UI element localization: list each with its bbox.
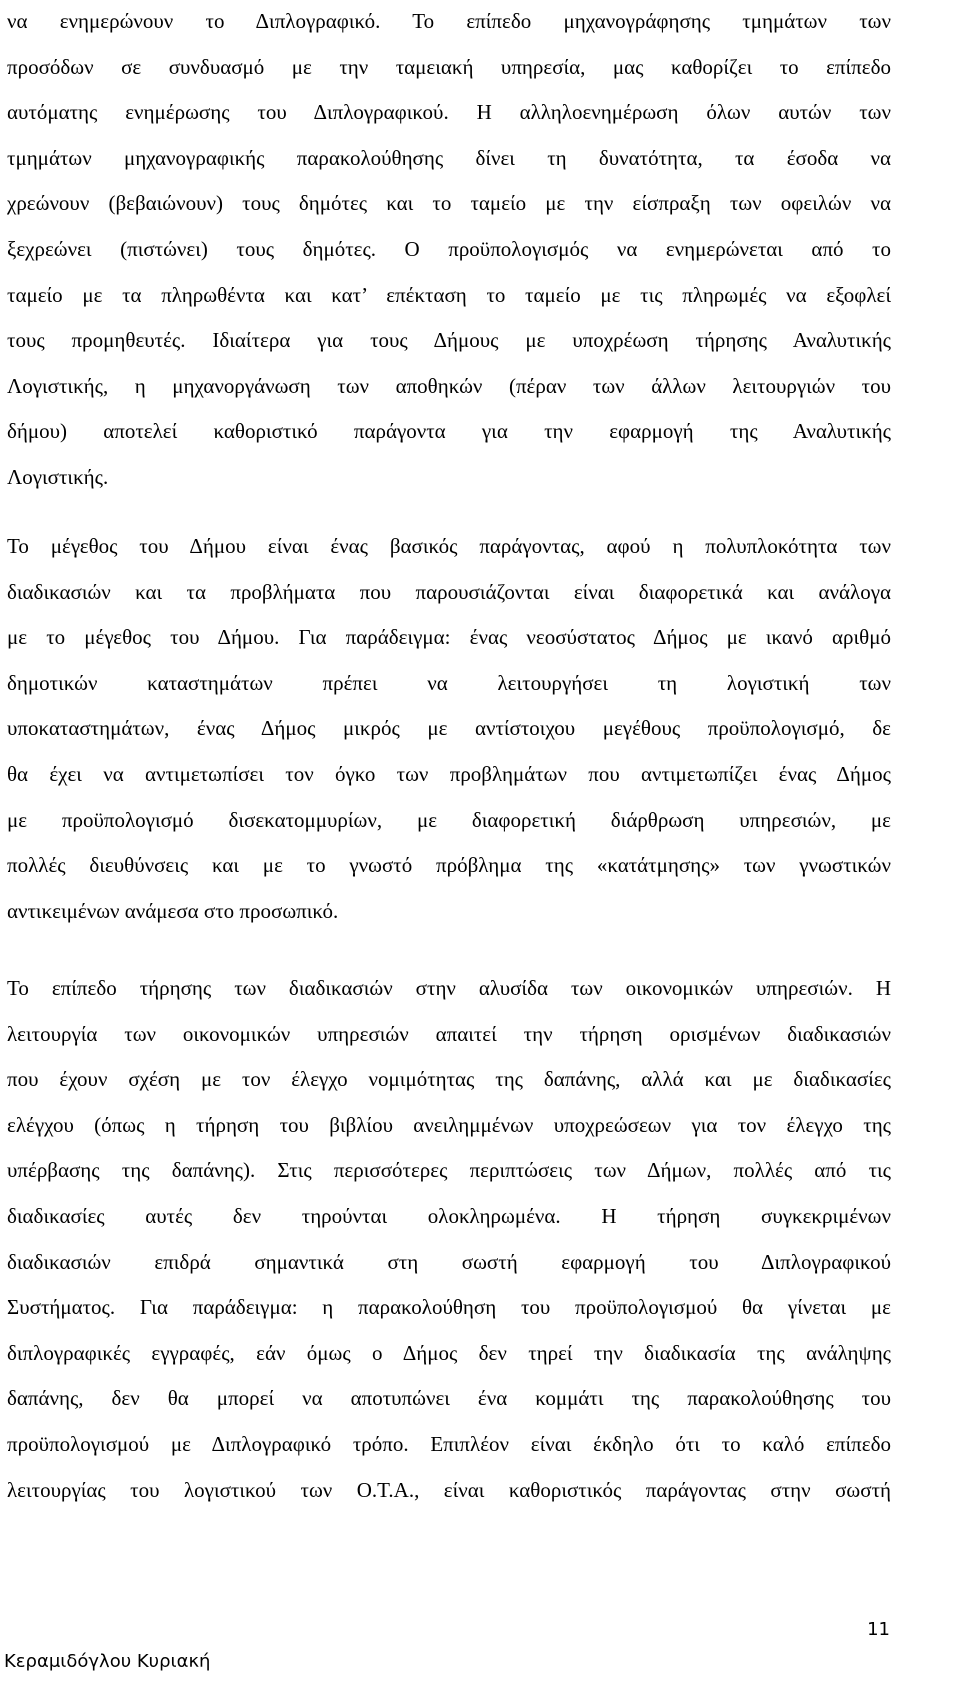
text-line: δημοτικών καταστημάτων πρέπει να λειτουργήσει τη λογιστική των (7, 670, 891, 695)
text-line: δαπάνης, δεν θα μπορεί να αποτυπώνει ένα κομμάτι της παρακολούθησης του (7, 1386, 891, 1411)
text-line: διαδικασιών επιδρά σημαντικά στη σωστή εφαρμογή του Διπλογραφικού (7, 1249, 891, 1274)
text-line: προϋπολογισμού με Διπλογραφικό τρόπο. Επιπλέον είναι έκδηλο ότι το καλό επίπεδο (7, 1431, 891, 1456)
text-line: Το επίπεδο τήρησης των διαδικασιών στην αλυσίδα των οικονομικών υπηρεσιών. Η (7, 976, 891, 1000)
text-line: ελέγχου (όπως η τήρηση του βιβλίου ανειλημμένων υποχρεώσεων για τον έλεγχο της (7, 1112, 891, 1137)
text-line: χρεώνουν (βεβαιώνουν) τους δημότες και το ταμείο με την είσπραξη των οφειλών να (7, 191, 891, 216)
text-line: τους προμηθευτές. Ιδιαίτερα για τους Δήμους με υποχρέωση τήρησης Αναλυτικής (7, 328, 891, 353)
paragraph-2 (7, 524, 891, 934)
text-line: ταμείο με τα πληρωθέντα και κατ’ επέκταση το ταμείο με τις πληρωμές να εξοφλεί (7, 282, 891, 307)
text-line: αντικειμένων ανάμεσα στο προσωπικό. (7, 898, 339, 923)
text-line: τμημάτων μηχανογραφικής παρακολούθησης δίνει τη δυνατότητα, τα έσοδα να (7, 145, 891, 170)
text-line: λειτουργίας του λογιστικού των Ο.Τ.Α., είναι καθοριστικός παράγοντας στην σωστή (7, 1477, 891, 1502)
text-line: πολλές διευθύνσεις και με το γνωστό πρόβλημα της «κατάτμησης» των γνωστικών (7, 853, 891, 878)
text-line: με προϋπολογισμό δισεκατομμυρίων, με διαφορετική διάρθρωση υπηρεσιών, με (7, 807, 891, 832)
text-line: να ενημερώνουν το Διπλογραφικό. Το επίπεδο μηχανογράφησης τμημάτων των (7, 9, 891, 33)
paragraph-1 (7, 0, 891, 501)
page-number: 11 (867, 1619, 890, 1640)
text-line: Συστήματος. Για παράδειγμα: η παρακολούθηση του προϋπολογισμού θα γίνεται με (7, 1295, 891, 1320)
text-line: ξεχρεώνει (πιστώνει) τους δημότες. Ο προϋπολογισμός να ενημερώνεται από το (7, 236, 891, 261)
text-line: Λογιστικής. (7, 464, 109, 489)
text-line: με το μέγεθος του Δήμου. Για παράδειγμα: ένας νεοσύστατος Δήμος με ικανό αριθμό (7, 625, 891, 650)
paragraph-3 (7, 966, 891, 1513)
text-line: Λογιστικής, η μηχανοργάνωση των αποθηκών (πέραν των άλλων λειτουργιών του (7, 373, 891, 398)
text-line: που έχουν σχέση με τον έλεγχο νομιμότητας της δαπάνης, αλλά και με διαδικασίες (7, 1067, 891, 1092)
text-line: υπέρβασης της δαπάνης). Στις περισσότερες περιπτώσεις των Δήμων, πολλές από τις (7, 1158, 891, 1183)
text-line: υποκαταστημάτων, ένας Δήμος μικρός με αντίστοιχου μεγέθους προϋπολογισμό, δε (7, 716, 891, 741)
text-line: διαδικασιών και τα προβλήματα που παρουσιάζονται είναι διαφορετικά και ανάλογα (7, 579, 891, 604)
text-line: θα έχει να αντιμετωπίσει τον όγκο των προβλημάτων που αντιμετωπίζει ένας Δήμος (7, 761, 891, 786)
text-line: διπλογραφικές εγγραφές, εάν όμως ο Δήμος δεν τηρεί την διαδικασία της ανάληψης (7, 1340, 891, 1365)
footer-author: Κεραμιδόγλου Κυριακή (4, 1651, 211, 1672)
text-line: προσόδων σε συνδυασμό με την ταμειακή υπηρεσία, μας καθορίζει το επίπεδο (7, 54, 891, 79)
text-line: δήμου) αποτελεί καθοριστικό παράγοντα για την εφαρμογή της Αναλυτικής (7, 419, 891, 444)
text-line: Το μέγεθος του Δήμου είναι ένας βασικός παράγοντας, αφού η πολυπλοκότητα των (7, 534, 891, 558)
text-line: λειτουργία των οικονομικών υπηρεσιών απαιτεί την τήρηση ορισμένων διαδικασιών (7, 1021, 891, 1046)
text-line: αυτόματης ενημέρωσης του Διπλογραφικού. Η αλληλοενημέρωση όλων αυτών των (7, 100, 891, 125)
text-line: διαδικασίες αυτές δεν τηρούνται ολοκληρωμένα. Η τήρηση συγκεκριμένων (7, 1203, 891, 1228)
